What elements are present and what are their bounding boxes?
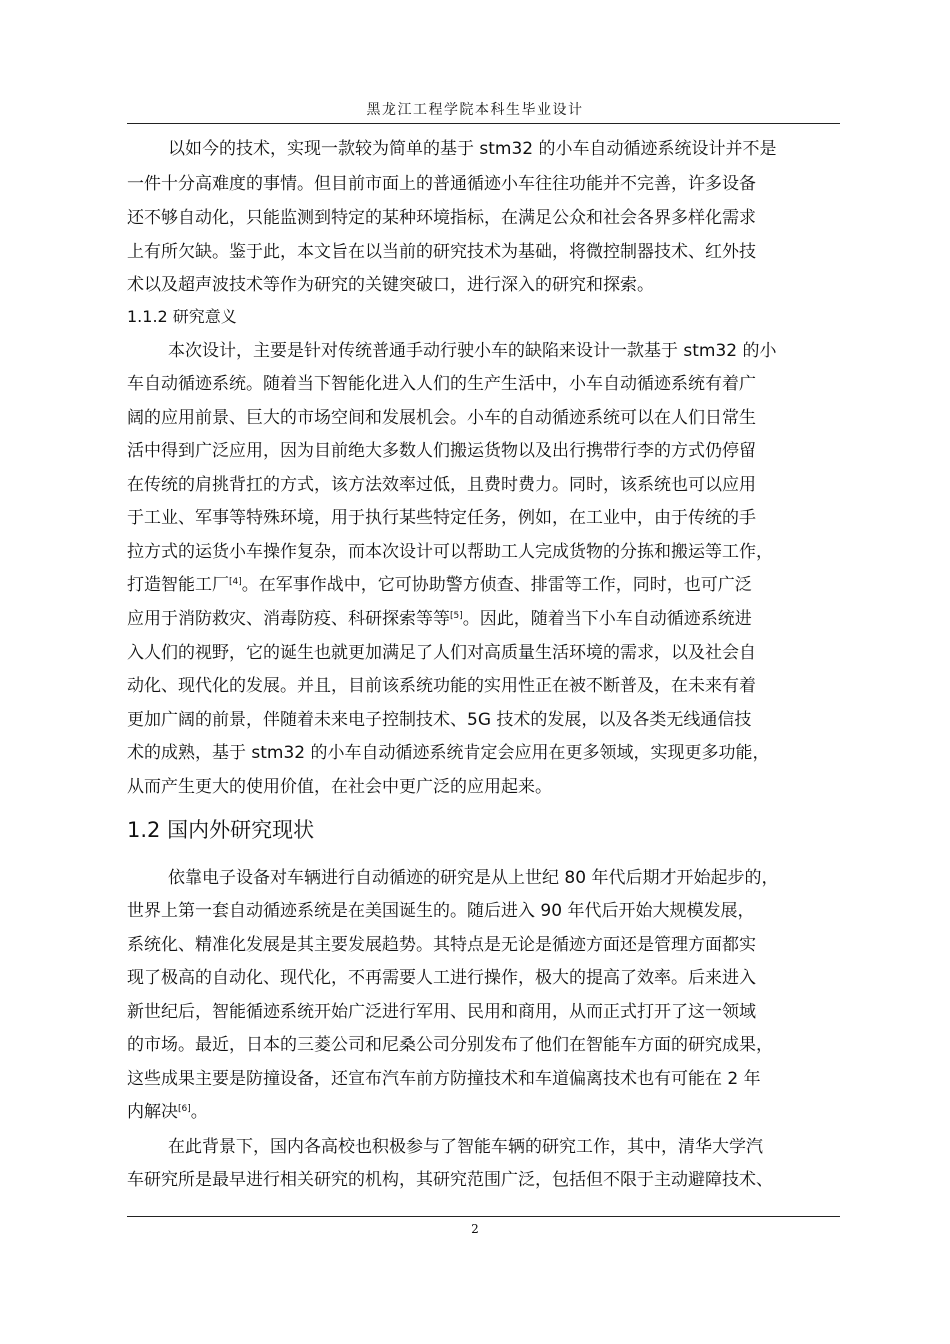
paragraph-line: 入人们的视野，它的诞生也就更加满足了人们对高质量生活环境的需求，以及社会自 (127, 643, 756, 663)
citation-ref: [4] (229, 577, 242, 587)
paragraph-line: 依靠电子设备对车辆进行自动循迹的研究是从上世纪 80 年代后期才开始起步的， (168, 868, 779, 888)
paragraph-line: 还不够自动化，只能监测到特定的某种环境指标，在满足公众和社会各界多样化需求 (127, 208, 756, 228)
paragraph-line (127, 609, 752, 629)
paragraph-line: 的市场。最近，日本的三菱公司和尼桑公司分别发布了他们在智能车方面的研究成果， (127, 1035, 773, 1055)
paragraph-line: 术以及超声波技术等作为研究的关键突破口，进行深入的研究和探索。 (127, 275, 654, 295)
page-number: 2 (471, 1222, 479, 1236)
line-text: 打造智能工厂 (127, 575, 229, 595)
paragraph-line: 一件十分高难度的事情。但目前市面上的普通循迹小车往往功能并不完善，许多设备 (127, 174, 756, 194)
paragraph-line: 活中得到广泛应用，因为目前绝大多数人们搬运货物以及出行携带行李的方式仍停留 (127, 441, 756, 461)
paragraph-line: 现了极高的自动化、现代化，不再需要人工进行操作，极大的提高了效率。后来进入 (127, 968, 756, 988)
line-text: 内解决 (127, 1102, 178, 1122)
paragraph-line (127, 1102, 208, 1122)
paragraph-line: 拉方式的运货小车操作复杂，而本次设计可以帮助工人完成货物的分拣和搬运等工作， (127, 542, 773, 562)
line-text: 。在军事作战中，它可协助警方侦查、排雷等工作，同时，也可广泛 (241, 575, 752, 595)
paragraph-line: 在传统的肩挑背扛的方式，该方法效率过低，且费时费力。同时，该系统也可以应用 (127, 475, 756, 495)
section-heading-1-1-2: 1.1.2 研究意义 (127, 307, 237, 326)
paragraph-line: 世界上第一套自动循迹系统是在美国诞生的。随后进入 90 年代后开始大规模发展， (127, 901, 755, 921)
line-text: 应用于消防救灾、消毒防疫、科研探索等等 (127, 609, 450, 629)
line-text: 。 (190, 1102, 208, 1122)
section-heading-1-2: 1.2 国内外研究现状 (127, 818, 315, 842)
paragraph-line: 车研究所是最早进行相关研究的机构，其研究范围广泛，包括但不限于主动避障技术、 (127, 1170, 773, 1190)
paragraph-line: 系统化、精准化发展是其主要发展趋势。其特点是无论是循迹方面还是管理方面都实 (127, 935, 756, 955)
paragraph-line: 动化、现代化的发展。并且，目前该系统功能的实用性正在被不断普及，在未来有着 (127, 676, 756, 696)
citation-ref: [6] (178, 1104, 191, 1114)
paragraph-line (127, 575, 752, 595)
citation-ref: [5] (450, 611, 463, 621)
paragraph-line: 本次设计，主要是针对传统普通手动行驶小车的缺陷来设计一款基于 stm32 的小 (168, 341, 777, 361)
footer-rule (127, 1216, 840, 1217)
paragraph-line: 阔的应用前景、巨大的市场空间和发展机会。小车的自动循迹系统可以在人们日常生 (127, 408, 756, 428)
paragraph-line: 以如今的技术，实现一款较为简单的基于 stm32 的小车自动循迹系统设计并不是 (168, 139, 777, 159)
paragraph-line: 这些成果主要是防撞设备，还宣布汽车前方防撞技术和车道偏离技术也有可能在 2 年 (127, 1069, 761, 1089)
paragraph-line: 上有所欠缺。鉴于此，本文旨在以当前的研究技术为基础，将微控制器技术、红外技 (127, 242, 756, 262)
paragraph-line: 车自动循迹系统。随着当下智能化进入人们的生产生活中，小车自动循迹系统有着广 (127, 374, 756, 394)
paragraph-line: 于工业、军事等特殊环境，用于执行某些特定任务，例如，在工业中，由于传统的手 (127, 508, 756, 528)
header-rule (127, 123, 840, 124)
running-header: 黑龙江工程学院本科生毕业设计 (366, 102, 584, 118)
paragraph-line: 更加广阔的前景，伴随着未来电子控制技术、5G 技术的发展，以及各类无线通信技 (127, 710, 752, 730)
paragraph-line: 新世纪后，智能循迹系统开始广泛进行军用、民用和商用，从而正式打开了这一领域 (127, 1002, 756, 1022)
paragraph-line: 术的成熟，基于 stm32 的小车自动循迹系统肯定会应用在更多领域，实现更多功能， (127, 743, 770, 763)
paragraph-line: 从而产生更大的使用价值，在社会中更广泛的应用起来。 (127, 777, 552, 797)
paragraph-line: 在此背景下，国内各高校也积极参与了智能车辆的研究工作，其中，清华大学汽 (168, 1137, 763, 1157)
line-text: 。因此，随着当下小车自动循迹系统进 (462, 609, 752, 629)
